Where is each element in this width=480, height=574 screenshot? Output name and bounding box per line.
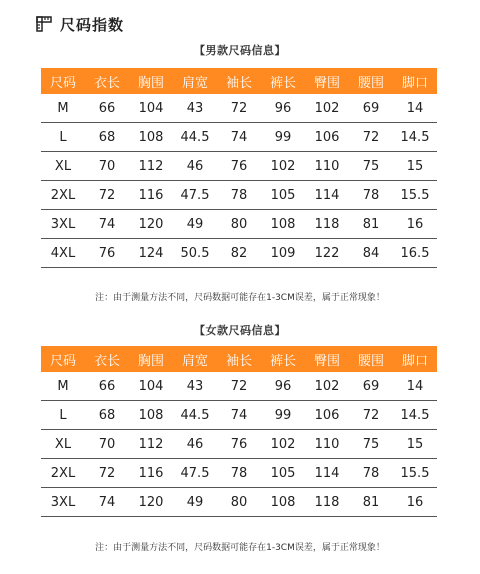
column-header: 袖长 bbox=[217, 68, 261, 94]
table-cell: 80 bbox=[217, 488, 261, 517]
column-header: 臀围 bbox=[305, 68, 349, 94]
table-cell: 114 bbox=[305, 181, 349, 210]
table-cell: 47.5 bbox=[173, 181, 217, 210]
table-cell: 108 bbox=[129, 401, 173, 430]
table-cell: 116 bbox=[129, 459, 173, 488]
table-cell: 2XL bbox=[41, 181, 85, 210]
table-cell: 69 bbox=[349, 372, 393, 401]
table-cell: 15 bbox=[393, 430, 437, 459]
table-cell: 102 bbox=[261, 152, 305, 181]
table-cell: 112 bbox=[129, 152, 173, 181]
column-header: 臀围 bbox=[305, 346, 349, 372]
table-cell: 106 bbox=[305, 123, 349, 152]
table-cell: 122 bbox=[305, 239, 349, 268]
table-row bbox=[41, 94, 437, 123]
table-cell: XL bbox=[41, 152, 85, 181]
table-cell: 4XL bbox=[41, 239, 85, 268]
table-cell: 72 bbox=[217, 94, 261, 123]
table-cell: 118 bbox=[305, 210, 349, 239]
table-cell: XL bbox=[41, 430, 85, 459]
men-section-title: 【男款尺码信息】 bbox=[194, 44, 286, 57]
men-table-header-row bbox=[41, 68, 437, 94]
table-cell: 120 bbox=[129, 488, 173, 517]
table-cell: 105 bbox=[261, 181, 305, 210]
table-cell: 74 bbox=[85, 210, 129, 239]
table-cell: 76 bbox=[85, 239, 129, 268]
table-cell: 49 bbox=[173, 210, 217, 239]
table-row bbox=[41, 210, 437, 239]
table-cell: 96 bbox=[261, 94, 305, 123]
column-header: 胸围 bbox=[129, 68, 173, 94]
table-cell: 15 bbox=[393, 152, 437, 181]
column-header: 腰围 bbox=[349, 68, 393, 94]
table-cell: 108 bbox=[261, 488, 305, 517]
ruler-icon bbox=[36, 16, 52, 32]
table-cell: 81 bbox=[349, 488, 393, 517]
table-cell: 96 bbox=[261, 372, 305, 401]
table-cell: M bbox=[41, 372, 85, 401]
table-cell: 78 bbox=[349, 181, 393, 210]
table-cell: 78 bbox=[349, 459, 393, 488]
table-cell: 102 bbox=[305, 372, 349, 401]
women-section-title: 【女款尺码信息】 bbox=[194, 324, 286, 337]
table-cell: 66 bbox=[85, 94, 129, 123]
table-cell: 109 bbox=[261, 239, 305, 268]
table-cell: 44.5 bbox=[173, 123, 217, 152]
table-cell: 15.5 bbox=[393, 459, 437, 488]
column-header: 衣长 bbox=[85, 68, 129, 94]
column-header: 尺码 bbox=[41, 346, 85, 372]
column-header: 尺码 bbox=[41, 68, 85, 94]
men-size-table bbox=[41, 68, 437, 268]
table-cell: 75 bbox=[349, 152, 393, 181]
table-cell: L bbox=[41, 401, 85, 430]
table-cell: 43 bbox=[173, 372, 217, 401]
table-cell: 102 bbox=[305, 94, 349, 123]
table-cell: 16 bbox=[393, 488, 437, 517]
table-row bbox=[41, 152, 437, 181]
table-cell: 14.5 bbox=[393, 401, 437, 430]
table-row bbox=[41, 430, 437, 459]
table-cell: 74 bbox=[217, 401, 261, 430]
table-cell: 14.5 bbox=[393, 123, 437, 152]
table-cell: 72 bbox=[349, 123, 393, 152]
table-cell: 106 bbox=[305, 401, 349, 430]
table-cell: 99 bbox=[261, 123, 305, 152]
table-cell: 110 bbox=[305, 430, 349, 459]
table-cell: 99 bbox=[261, 401, 305, 430]
table-cell: 116 bbox=[129, 181, 173, 210]
table-cell: 46 bbox=[173, 430, 217, 459]
table-cell: 78 bbox=[217, 181, 261, 210]
column-header: 袖长 bbox=[217, 346, 261, 372]
table-row bbox=[41, 372, 437, 401]
table-cell: 80 bbox=[217, 210, 261, 239]
table-row bbox=[41, 459, 437, 488]
table-cell: L bbox=[41, 123, 85, 152]
column-header: 胸围 bbox=[129, 346, 173, 372]
table-cell: 50.5 bbox=[173, 239, 217, 268]
table-row bbox=[41, 123, 437, 152]
table-cell: 84 bbox=[349, 239, 393, 268]
table-cell: M bbox=[41, 94, 85, 123]
table-cell: 74 bbox=[85, 488, 129, 517]
table-cell: 43 bbox=[173, 94, 217, 123]
table-cell: 104 bbox=[129, 94, 173, 123]
table-cell: 74 bbox=[217, 123, 261, 152]
table-cell: 108 bbox=[129, 123, 173, 152]
table-row bbox=[41, 401, 437, 430]
table-cell: 114 bbox=[305, 459, 349, 488]
column-header: 肩宽 bbox=[173, 346, 217, 372]
table-cell: 68 bbox=[85, 123, 129, 152]
men-measurement-note: 注：由于测量方法不同，尺码数据可能存在1-3CM误差，属于正常现象！ bbox=[95, 293, 385, 303]
table-cell: 16.5 bbox=[393, 239, 437, 268]
table-cell: 108 bbox=[261, 210, 305, 239]
table-cell: 75 bbox=[349, 430, 393, 459]
table-cell: 14 bbox=[393, 94, 437, 123]
table-cell: 82 bbox=[217, 239, 261, 268]
table-cell: 14 bbox=[393, 372, 437, 401]
column-header: 腰围 bbox=[349, 346, 393, 372]
page-title: 尺码指数 bbox=[60, 15, 125, 34]
table-cell: 110 bbox=[305, 152, 349, 181]
women-measurement-note: 注：由于测量方法不同，尺码数据可能存在1-3CM误差，属于正常现象！ bbox=[95, 543, 385, 553]
table-row bbox=[41, 181, 437, 210]
table-cell: 104 bbox=[129, 372, 173, 401]
table-cell: 102 bbox=[261, 430, 305, 459]
table-cell: 118 bbox=[305, 488, 349, 517]
table-cell: 15.5 bbox=[393, 181, 437, 210]
column-header: 肩宽 bbox=[173, 68, 217, 94]
table-cell: 105 bbox=[261, 459, 305, 488]
table-cell: 81 bbox=[349, 210, 393, 239]
table-cell: 70 bbox=[85, 152, 129, 181]
column-header: 裤长 bbox=[261, 68, 305, 94]
table-cell: 68 bbox=[85, 401, 129, 430]
table-cell: 120 bbox=[129, 210, 173, 239]
table-cell: 47.5 bbox=[173, 459, 217, 488]
women-size-table bbox=[41, 346, 437, 517]
table-cell: 66 bbox=[85, 372, 129, 401]
table-row bbox=[41, 488, 437, 517]
page-header bbox=[36, 12, 124, 36]
table-cell: 72 bbox=[217, 372, 261, 401]
column-header: 裤长 bbox=[261, 346, 305, 372]
table-cell: 2XL bbox=[41, 459, 85, 488]
table-cell: 72 bbox=[85, 181, 129, 210]
table-cell: 46 bbox=[173, 152, 217, 181]
men-table-body bbox=[41, 94, 437, 268]
table-row bbox=[41, 239, 437, 268]
column-header: 脚口 bbox=[393, 68, 437, 94]
women-table-body bbox=[41, 372, 437, 517]
table-cell: 76 bbox=[217, 430, 261, 459]
table-cell: 3XL bbox=[41, 210, 85, 239]
table-cell: 78 bbox=[217, 459, 261, 488]
table-cell: 3XL bbox=[41, 488, 85, 517]
column-header: 脚口 bbox=[393, 346, 437, 372]
table-cell: 49 bbox=[173, 488, 217, 517]
table-cell: 69 bbox=[349, 94, 393, 123]
table-cell: 44.5 bbox=[173, 401, 217, 430]
table-cell: 72 bbox=[349, 401, 393, 430]
table-cell: 16 bbox=[393, 210, 437, 239]
women-table-header-row bbox=[41, 346, 437, 372]
column-header: 衣长 bbox=[85, 346, 129, 372]
table-cell: 112 bbox=[129, 430, 173, 459]
table-cell: 124 bbox=[129, 239, 173, 268]
table-cell: 72 bbox=[85, 459, 129, 488]
table-cell: 70 bbox=[85, 430, 129, 459]
table-cell: 76 bbox=[217, 152, 261, 181]
